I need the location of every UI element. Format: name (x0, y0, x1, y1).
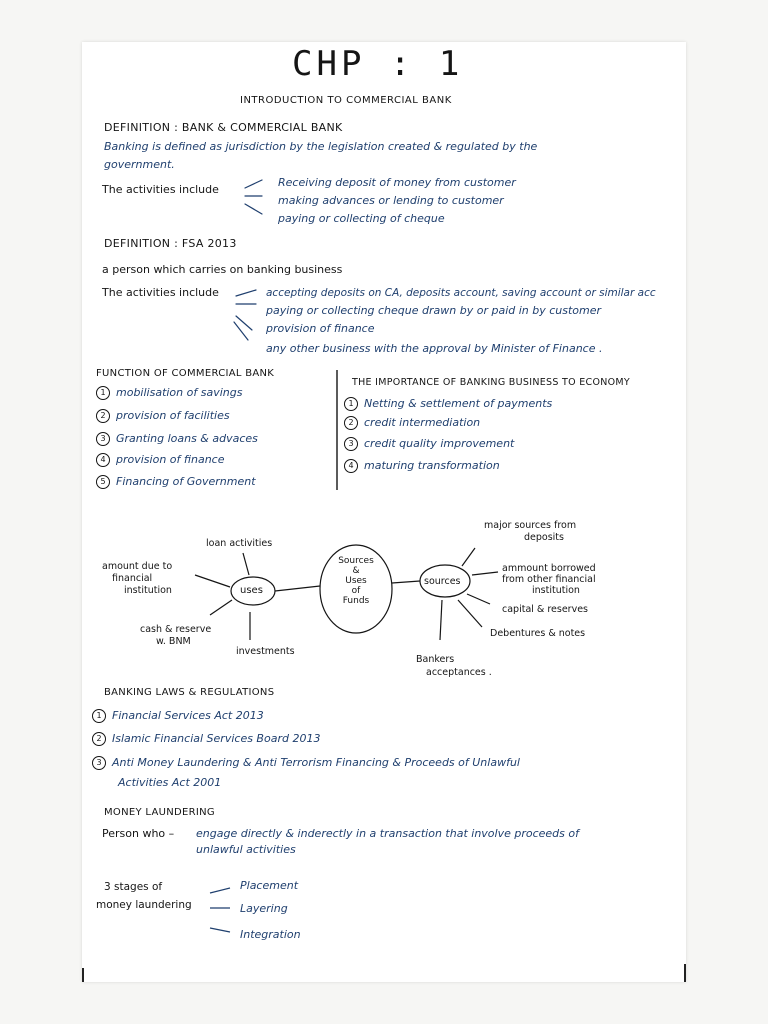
money-laundering-definition: engage directly & inderectly in a transaction that involve proceeds of (196, 827, 579, 840)
activity-item: any other business with the approval by Minister of Finance . (266, 342, 603, 355)
activities-label: The activities include (102, 286, 219, 299)
scan-edge-mark (684, 964, 686, 982)
sources-item: Debentures & notes (490, 628, 586, 639)
activity-item: making advances or lending to customer (278, 194, 504, 207)
person-label: Person who – (102, 827, 175, 840)
definition-text: government. (104, 158, 175, 171)
uses-item: amount due to financial institution (102, 561, 173, 596)
importance-item: 4 maturing transformation (344, 459, 500, 473)
activity-item: provision of finance (266, 322, 375, 335)
importance-heading: THE IMPORTANCE OF BANKING BUSINESS TO ECONOMY (352, 377, 631, 388)
diagram-center-label: Sources & Uses of Funds (338, 556, 374, 606)
money-laundering-heading: MONEY LAUNDERING (104, 807, 215, 818)
function-item: 5 Financing of Government (96, 475, 256, 489)
uses-item: investments (236, 646, 295, 657)
diagram-sources-node: sources (424, 576, 461, 587)
law-item: 3 Anti Money Laundering & Anti Terrorism Financing & Proceeds of Unlawful (92, 756, 520, 770)
activities-label: The activities include (102, 183, 219, 196)
functions-heading: FUNCTION OF COMMERCIAL BANK (96, 368, 275, 379)
money-laundering-definition: unlawful activities (196, 843, 296, 856)
activity-item: paying or collecting of cheque (278, 212, 445, 225)
activity-item: accepting deposits on CA, deposits account, saving account or similar acc (266, 287, 656, 299)
definition-heading: DEFINITION : BANK & COMMERCIAL BANK (104, 121, 343, 134)
sources-item: major sources from deposits (484, 520, 577, 543)
definition-heading: DEFINITION : FSA 2013 (104, 237, 237, 250)
activity-item: Receiving deposit of money from customer (278, 176, 516, 189)
law-item: 1 Financial Services Act 2013 (92, 709, 264, 723)
definition-text: Banking is defined as jurisdiction by the legislation created & regulated by the (104, 140, 538, 153)
law-item: 2 Islamic Financial Services Board 2013 (92, 732, 320, 746)
uses-item: loan activities (206, 538, 273, 549)
function-item: 4 provision of finance (96, 453, 225, 467)
stages-label: money laundering (96, 899, 192, 911)
laws-heading: BANKING LAWS & REGULATIONS (104, 687, 275, 698)
function-item: 3 Granting loans & advaces (96, 432, 258, 446)
activity-item: paying or collecting cheque drawn by or paid in by customer (266, 304, 602, 317)
sources-item: capital & reserves (502, 604, 589, 615)
uses-item: cash & reserve w. BNM (140, 624, 212, 647)
function-item: 1 mobilisation of savings (96, 386, 242, 400)
importance-item: 1 Netting & settlement of payments (344, 397, 552, 411)
importance-item: 3 credit quality improvement (344, 437, 514, 451)
sources-item: ammount borrowed from other financial institution (502, 563, 596, 596)
law-item-continuation: Activities Act 2001 (118, 776, 222, 789)
page-title: CHP : 1 (292, 44, 464, 84)
scan-edge-mark (82, 968, 84, 982)
definition-text: a person which carries on banking business (102, 263, 343, 276)
stage-item: Placement (240, 879, 299, 892)
diagram-uses-node: uses (240, 585, 263, 596)
stages-label: 3 stages of (104, 881, 163, 893)
sources-item: Bankers acceptances . (416, 654, 492, 678)
stage-item: Integration (240, 928, 301, 941)
importance-item: 2 credit intermediation (344, 416, 480, 430)
page-subtitle: INTRODUCTION TO COMMERCIAL BANK (240, 95, 452, 106)
function-item: 2 provision of facilities (96, 409, 230, 423)
stage-item: Layering (240, 902, 288, 915)
